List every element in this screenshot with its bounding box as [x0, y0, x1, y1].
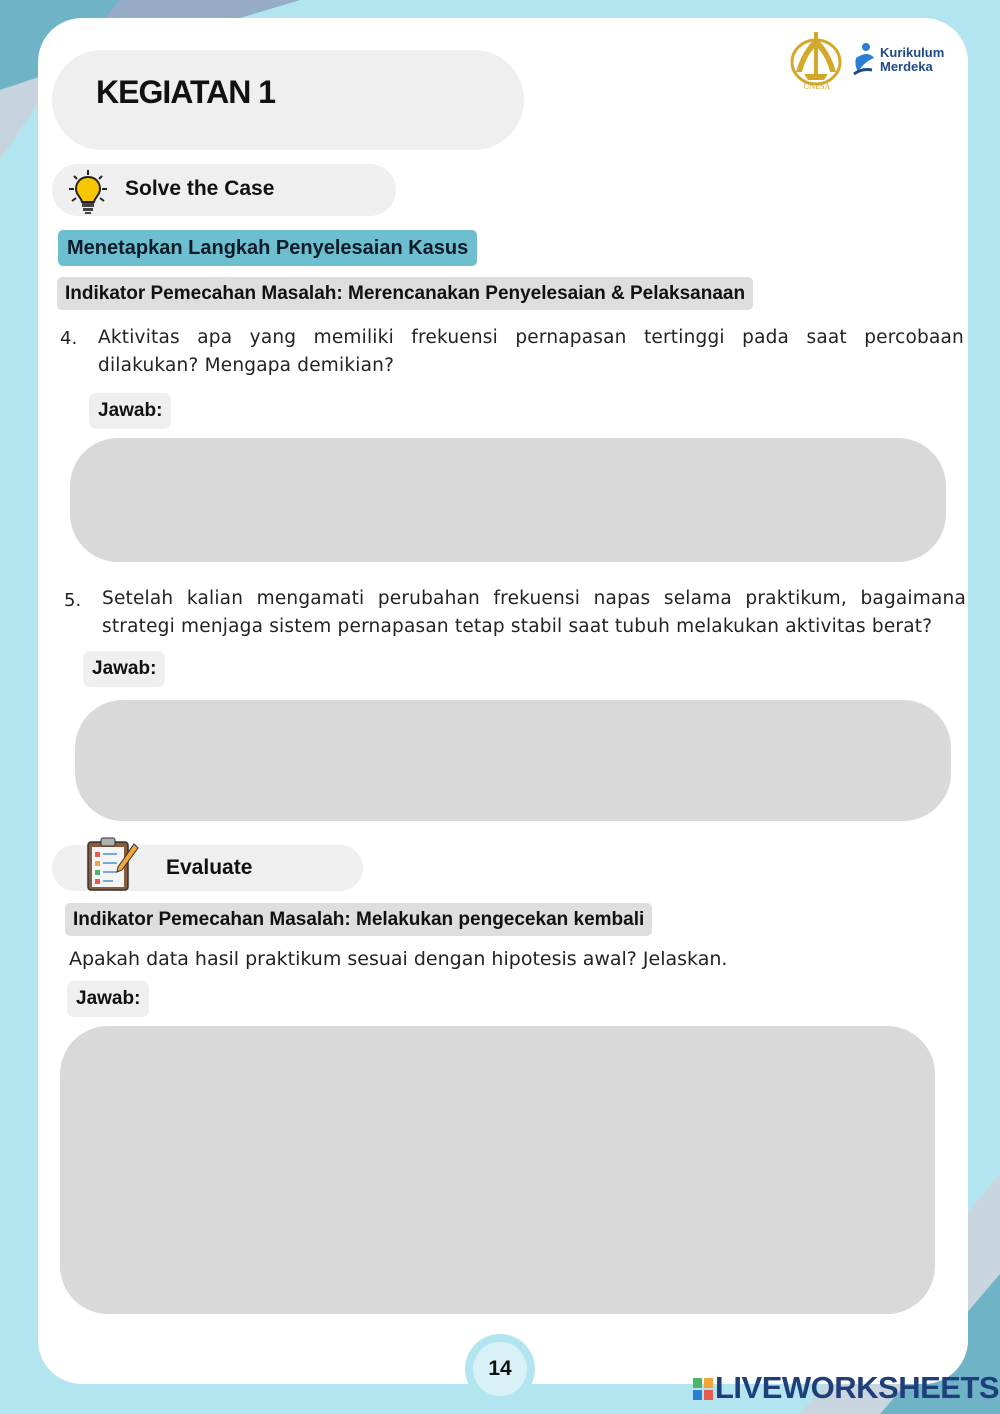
- page-title: KEGIATAN 1: [96, 74, 276, 110]
- question-5-answer-box[interactable]: [75, 700, 951, 821]
- solve-case-label: Solve the Case: [125, 177, 275, 200]
- step-tag: Menetapkan Langkah Penyelesaian Kasus: [58, 230, 477, 266]
- question-5-answer-label: Jawab:: [83, 651, 165, 687]
- kurikulum-logo-line2: Merdeka: [880, 59, 933, 74]
- question-5-text: Setelah kalian mengamati perubahan frekuensi napas selama praktikum, bagaimana strategi menjaga sistem pernapasan tetap stabil saat tubuh melakukan aktivitas berat?: [102, 588, 966, 637]
- evaluate-label: Evaluate: [166, 856, 253, 879]
- liveworksheets-brand[interactable]: LIVEWORKSHEETS: [715, 1370, 1000, 1405]
- question-4-text: Aktivitas apa yang memiliki frekuensi pernapasan tertinggi pada saat percobaan dilakukan? Mengapa demikian?: [98, 327, 964, 376]
- evaluate-answer-box[interactable]: [60, 1026, 935, 1314]
- liveworksheets-logo-icon: [693, 1378, 713, 1400]
- question-4-answer-box[interactable]: [70, 438, 946, 562]
- clipboard-checklist-icon: [84, 836, 140, 894]
- evaluate-answer-label: Jawab:: [67, 981, 149, 1017]
- question-4-answer-label: Jawab:: [89, 393, 171, 429]
- question-4-number: 4.: [60, 328, 78, 349]
- unesa-logo-text: UNESA: [803, 82, 831, 91]
- indicator-tag-planning: Indikator Pemecahan Masalah: Merencanakan Penyelesaian & Pelaksanaan: [57, 277, 753, 310]
- lightbulb-icon: [66, 168, 110, 216]
- evaluate-question-text: Apakah data hasil praktikum sesuai dengan hipotesis awal? Jelaskan.: [69, 948, 728, 970]
- question-5-number: 5.: [64, 590, 82, 611]
- kurikulum-merdeka-logo-text: [880, 46, 944, 74]
- kurikulum-merdeka-logo-icon: [854, 43, 874, 74]
- indicator-tag-checking: Indikator Pemecahan Masalah: Melakukan pengecekan kembali: [65, 903, 652, 936]
- kurikulum-logo-line1: Kurikulum: [880, 45, 945, 60]
- page-number: 14: [473, 1342, 527, 1396]
